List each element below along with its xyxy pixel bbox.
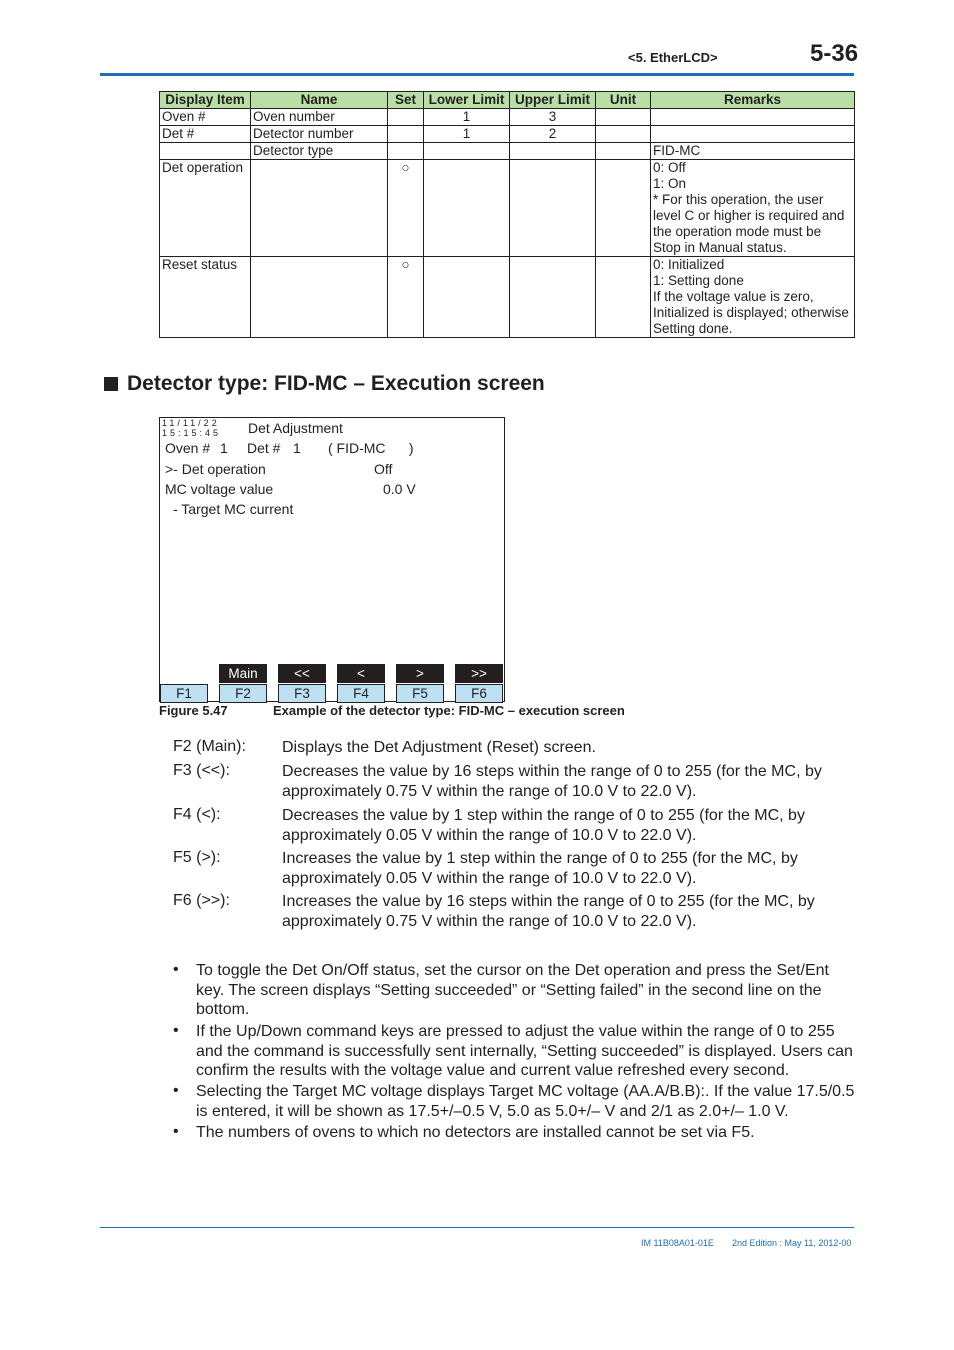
header-rule [100,73,854,76]
f6-key[interactable]: F6 [455,684,503,703]
table-cell: 0: Initialized 1: Setting done If the voltage value is zero, Initialized is displayed; otherwise Setting done. [651,257,855,338]
key-label: F6 (>>): [173,892,230,909]
table-cell: 2 [510,126,596,143]
table-row [160,126,855,143]
f4-key[interactable]: F4 [337,684,385,703]
table-cell [510,143,596,160]
table-cell [596,126,651,143]
bullet-icon: • [173,1123,179,1140]
table-cell: Det operation [160,160,251,257]
f1-key[interactable]: F1 [160,684,208,703]
footer-rule [100,1227,854,1228]
softkey-fast-increase[interactable]: >> [455,664,503,683]
table-header-row [160,92,855,109]
table-row [160,257,855,338]
softkey-decrease[interactable]: < [337,664,385,683]
document-id: IM 11B08A01-01E [641,1238,714,1248]
table-cell [251,257,388,338]
bullet-icon: • [173,961,179,978]
lcd-det-type: ( FID-MC ) [328,440,414,456]
bullet-text: If the Up/Down command keys are pressed to adjust the value within the range of 0 to 255 and the command is successfully sent internally, “Setting succeeded” is displayed. Users can confirm the results with the voltage value and current value refreshed every second. [196,1023,853,1079]
table-cell [388,126,424,143]
column-header: Remarks [651,92,855,109]
bullet-text: The numbers of ovens to which no detectors are installed cannot be set via F5. [196,1124,755,1141]
table-cell [160,143,251,160]
lcd-det-operation-value: Off [374,461,393,477]
table-cell [510,257,596,338]
key-description: Decreases the value by 1 step within the range of 0 to 255 (for the MC, by approximately 0.05 V within the range of 10.0 V to 22.0 V). [282,807,805,844]
table-cell [596,160,651,257]
key-label: F2 (Main): [173,738,246,755]
figure-number: Figure 5.47 [159,703,228,718]
section-heading-text: Detector type: FID-MC – Execution screen [127,372,545,395]
lcd-det-label: Det # [247,440,281,456]
bullet-icon: • [173,1022,179,1039]
table-cell [510,160,596,257]
table-cell: 3 [510,109,596,126]
bullet-icon: • [173,1082,179,1099]
edition-info: 2nd Edition : May 11, 2012-00 [732,1238,852,1248]
table-cell: Det # [160,126,251,143]
lcd-det-operation[interactable]: >- Det operation [165,461,266,477]
table-row [160,143,855,160]
table-cell: ○ [388,160,424,257]
table-cell: ○ [388,257,424,338]
lcd-mc-voltage: MC voltage value [165,481,274,497]
table-cell [596,257,651,338]
table-cell [651,126,855,143]
table-cell: 0: Off 1: On * For this operation, the user level C or higher is required and the operation mode must be Stop in Manual status. [651,160,855,257]
softkey-increase[interactable]: > [396,664,444,683]
table-cell [388,143,424,160]
f5-key[interactable]: F5 [396,684,444,703]
table-cell [251,160,388,257]
table-cell [424,257,510,338]
parameter-table [159,91,855,338]
key-description: Displays the Det Adjustment (Reset) screen. [282,739,596,756]
column-header: Upper Limit [510,92,596,109]
lcd-target-mc-current[interactable]: - Target MC current [173,501,294,517]
softkey-fast-decrease[interactable]: << [278,664,326,683]
column-header: Display Item [160,92,251,109]
table-cell [596,109,651,126]
table-row [160,160,855,257]
figure-caption: Example of the detector type: FID-MC – execution screen [273,703,625,718]
bullet-text: To toggle the Det On/Off status, set the cursor on the Det operation and press the Set/Ent key. The screen displays “Setting succeeded” or “Setting failed” in the second line on the bottom. [196,962,829,1018]
table-cell: Oven number [251,109,388,126]
lcd-det-value[interactable]: 1 [293,440,301,456]
softkey-main[interactable]: Main [219,664,267,683]
bullet-text: Selecting the Target MC voltage displays Target MC voltage (AA.A/B.B):. If the value 17.5/0.5 is entered, it will be shown as 17.5+/–0.5 V, 5.0 as 5.0+/– V and 2/1 as 2.0+/– 1.0 V. [196,1083,855,1120]
lcd-datetime: 11/11/22 15:15:45 [162,418,222,438]
table-cell: Detector number [251,126,388,143]
key-label: F4 (<): [173,806,221,823]
lcd-oven-label: Oven # [165,440,211,456]
lcd-oven-value[interactable]: 1 [220,440,228,456]
table-cell: Detector type [251,143,388,160]
f3-key[interactable]: F3 [278,684,326,703]
key-description: Decreases the value by 16 steps within the range of 0 to 255 (for the MC, by approximately 0.75 V within the range of 10.0 V to 22.0 V). [282,763,822,800]
table-cell [424,143,510,160]
page-number: 5-36 [810,40,859,67]
table-cell [424,160,510,257]
f2-key[interactable]: F2 [219,684,267,703]
key-description: Increases the value by 1 step within the range of 0 to 255 (for the MC, by approximately 0.05 V within the range of 10.0 V to 22.0 V). [282,850,798,887]
square-bullet-icon [104,377,118,391]
section-heading [104,372,545,396]
table-cell: Oven # [160,109,251,126]
column-header: Name [251,92,388,109]
table-cell [596,143,651,160]
table-cell: Reset status [160,257,251,338]
lcd-title: Det Adjustment [248,420,343,436]
table-cell: 1 [424,109,510,126]
lcd-screen [159,417,505,702]
table-row [160,109,855,126]
column-header: Unit [596,92,651,109]
chapter-label: <5. EtherLCD> [628,50,718,65]
column-header: Set [388,92,424,109]
table-cell: FID-MC [651,143,855,160]
table-cell: 1 [424,126,510,143]
table-cell [651,109,855,126]
key-label: F5 (>): [173,849,221,866]
table-cell [388,109,424,126]
key-description: Increases the value by 16 steps within the range of 0 to 255 (for the MC, by approximately 0.75 V within the range of 10.0 V to 22.0 V). [282,893,815,930]
key-label: F3 (<<): [173,762,230,779]
lcd-mc-voltage-value: 0.0 V [383,481,416,497]
column-header: Lower Limit [424,92,510,109]
